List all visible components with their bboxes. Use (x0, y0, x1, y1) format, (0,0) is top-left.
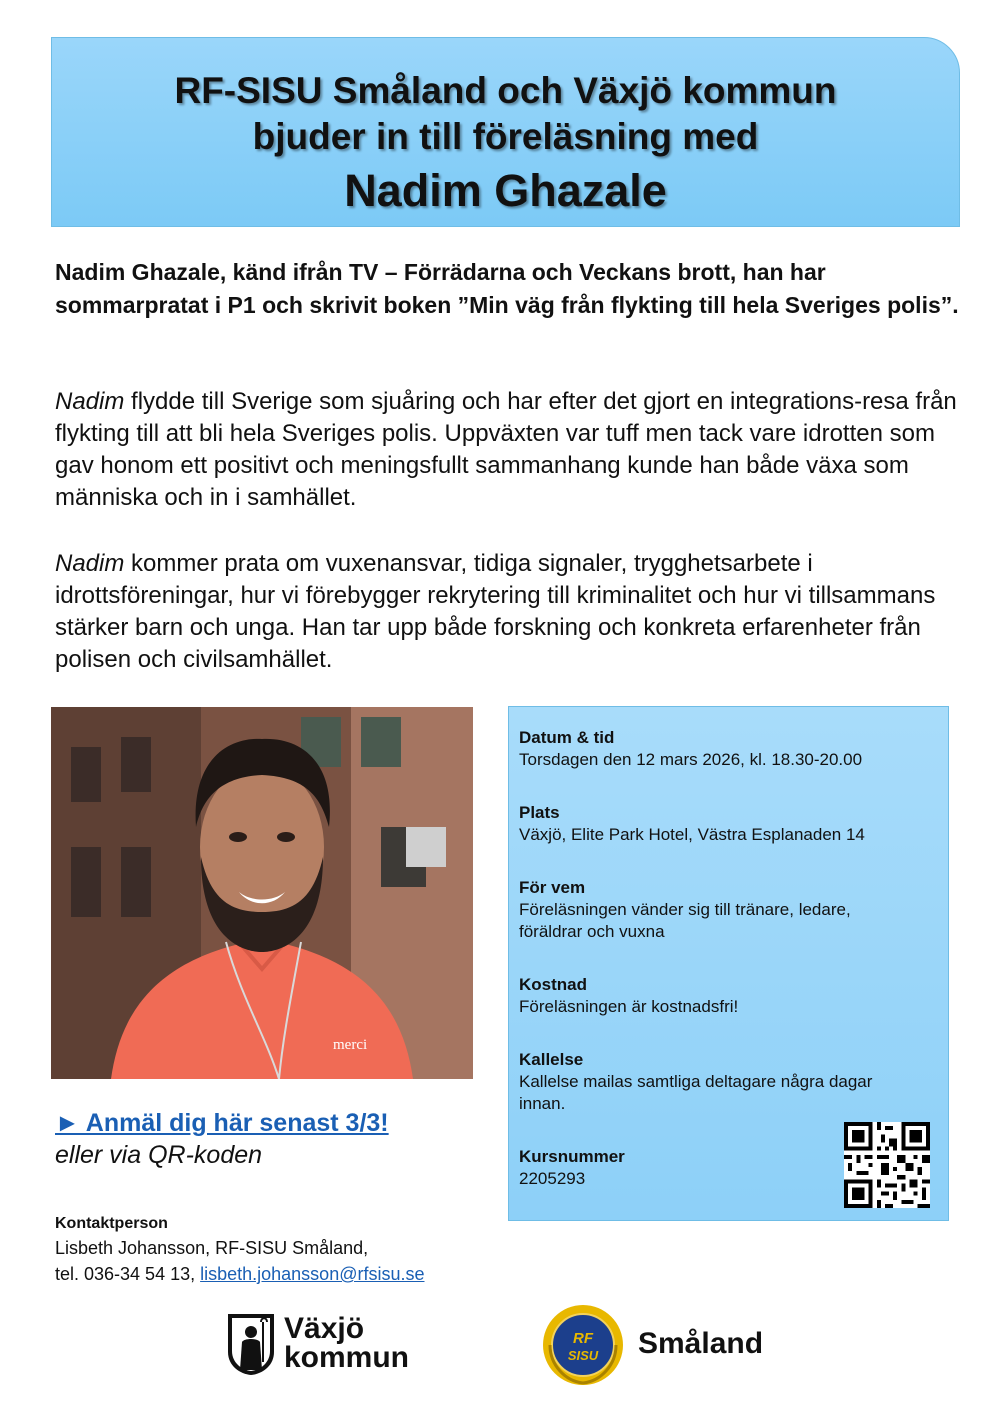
vaxjo-wordmark (284, 1314, 409, 1372)
banner-line-1: RF-SISU Småland och Växjö kommun (174, 70, 837, 111)
signup-block (55, 1107, 389, 1171)
vaxjo-kommun-logo (226, 1312, 426, 1378)
bio-text: flydde till Sverige som sjuåring och har efter det gjort en integrations-resa från flykting till att bli hela Sveriges polis. Uppväxten var tuff men tack vare idrotten som gav honom ett positivt och meningsfullt sammanhang kunde han både växa som människa och in i samhället. (55, 388, 957, 511)
cost-value: Föreläsningen är kostnadsfri! (519, 997, 739, 1016)
vaxjo-wordmark-line1: Växjö (284, 1312, 365, 1345)
date-section (519, 727, 948, 771)
date-value: Torsdagen den 12 mars 2026, kl. 18.30-20.00 (519, 750, 863, 769)
invite-label: Kallelse (519, 1050, 584, 1069)
contact-phone: tel. 036-34 54 13, (55, 1264, 201, 1284)
rf-sisu-smaland-logo (540, 1303, 790, 1387)
signup-link[interactable]: ► Anmäl dig här senast 3/3! (55, 1109, 389, 1137)
contact-heading: Kontaktperson (55, 1215, 168, 1232)
invite-value: Kallelse mailas samtliga deltagare några dagar innan. (519, 1072, 873, 1113)
qr-code[interactable] (844, 1122, 930, 1208)
topics-text: kommer prata om vuxenansvar, tidiga signaler, trygghetsarbete i idrottsföreningar, hur vi förebygger rekrytering till kriminalitet och hur vi tillsammans stärker barn och unga. Han tar upp både forskning och konkreta erfarenheter från polisen och civilsamhället. (55, 550, 936, 673)
bio-paragraph (55, 386, 970, 514)
rf-sisu-badge-icon (540, 1303, 626, 1387)
topics-name: Nadim (55, 550, 125, 577)
smaland-wordmark: Småland (638, 1327, 764, 1360)
invite-section (519, 1049, 919, 1115)
speaker-photo (51, 707, 473, 1079)
speaker-name: Nadim Ghazale (344, 165, 667, 216)
course-value: 2205293 (519, 1169, 586, 1188)
contact-block (55, 1213, 425, 1287)
course-label: Kursnummer (519, 1147, 625, 1166)
intro-paragraph: Nadim Ghazale, känd ifrån TV – Förrädarna och Veckans brott, han har sommarpratat i P1 och skrivit boken ”Min väg från flykting till hela Sveriges polis”. (55, 259, 959, 318)
banner-line-2: bjuder in till föreläsning med (252, 116, 759, 157)
title-banner (51, 37, 960, 227)
bio-name: Nadim (55, 388, 125, 415)
date-label: Datum & tid (519, 728, 615, 747)
place-section (519, 802, 948, 846)
rf-badge-text-bottom: SISU (567, 1348, 599, 1363)
qr-hint: eller via QR-koden (55, 1141, 263, 1169)
topics-paragraph (55, 548, 970, 676)
speaker-portrait-illustration (51, 707, 473, 1079)
vaxjo-crest-icon (226, 1312, 276, 1376)
contact-phone-email (55, 1261, 425, 1287)
contact-email-link[interactable]: lisbeth.johansson@rfsisu.se (200, 1264, 425, 1284)
audience-label: För vem (519, 878, 586, 897)
event-info-box (508, 706, 949, 1221)
cost-section (519, 974, 948, 1018)
audience-value: Föreläsningen vänder sig till tränare, ledare, föräldrar och vuxna (519, 900, 851, 941)
cost-label: Kostnad (519, 975, 587, 994)
vaxjo-wordmark-line2: kommun (284, 1341, 410, 1374)
audience-section (519, 877, 889, 943)
place-value: Växjö, Elite Park Hotel, Västra Esplanaden 14 (519, 825, 865, 844)
shirt-print: merci (333, 1037, 368, 1053)
place-label: Plats (519, 803, 560, 822)
contact-name: Lisbeth Johansson, RF-SISU Småland, (55, 1238, 369, 1258)
rf-badge-text-top: RF (573, 1330, 593, 1347)
